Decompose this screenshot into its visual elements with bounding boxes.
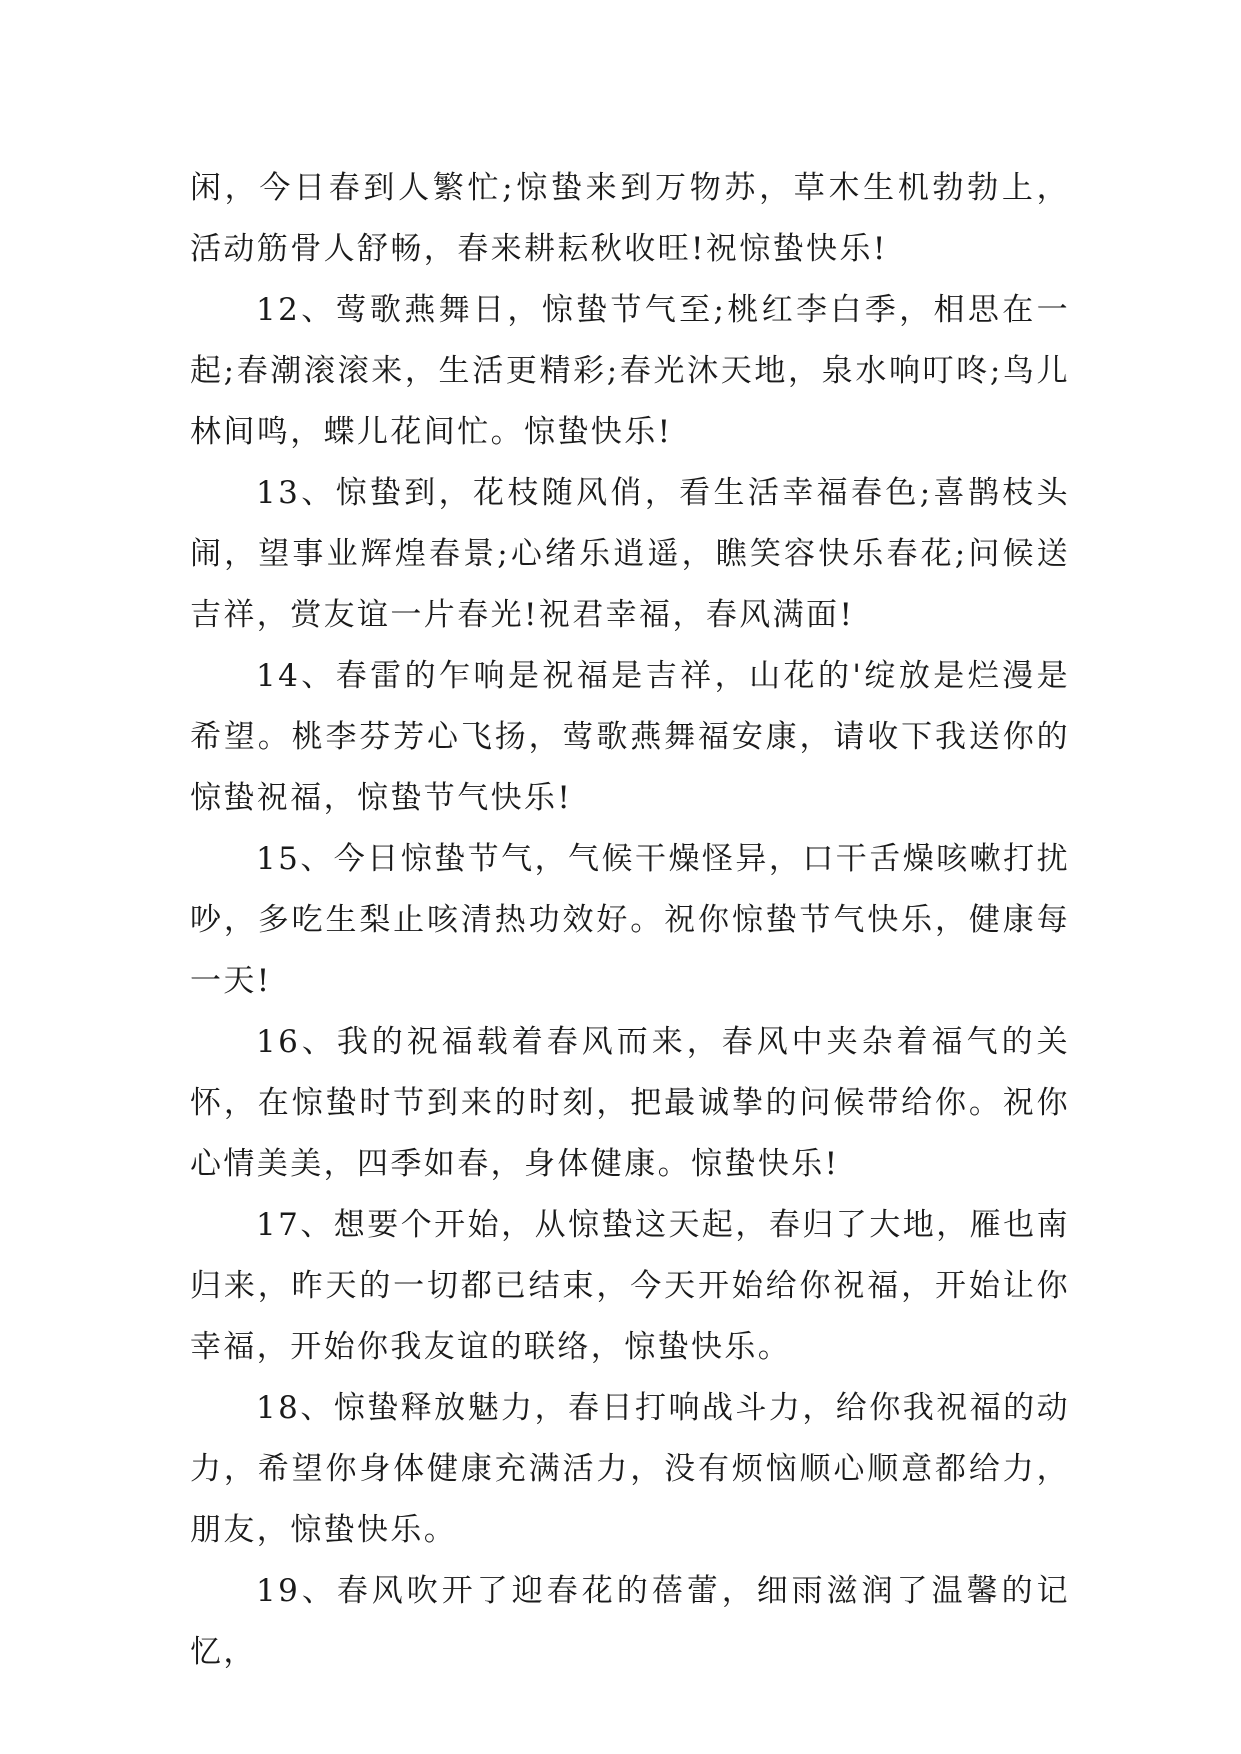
paragraph-13: 13、惊蛰到，花枝随风俏，看生活幸福春色;喜鹊枝头闹，望事业辉煌春景;心绪乐逍遥，瞧笑容快乐春花;问候送吉祥，赏友谊一片春光!祝君幸福，春风满面! (190, 475, 1070, 633)
paragraph-14: 14、春雷的乍响是祝福是吉祥，山花的'绽放是烂漫是希望。桃李芬芳心飞扬，莺歌燕舞福安康，请收下我送你的惊蛰祝福，惊蛰节气快乐! (190, 658, 1070, 816)
paragraph-continued: 闲，今日春到人繁忙;惊蛰来到万物苏，草木生机勃勃上，活动筋骨人舒畅，春来耕耘秋收旺!祝惊蛰快乐! (190, 170, 1070, 267)
paragraph-18: 18、惊蛰释放魅力，春日打响战斗力，给你我祝福的动力，希望你身体健康充满活力，没有烦恼顺心顺意都给力，朋友，惊蛰快乐。 (190, 1390, 1070, 1548)
paragraph-17: 17、想要个开始，从惊蛰这天起，春归了大地，雁也南归来，昨天的一切都已结束，今天开始给你祝福，开始让你幸福，开始你我友谊的联络，惊蛰快乐。 (190, 1207, 1070, 1365)
document-body (190, 158, 1070, 1683)
paragraph-12: 12、莺歌燕舞日，惊蛰节气至;桃红李白季，相思在一起;春潮滚滚来，生活更精彩;春光沐天地，泉水响叮咚;鸟儿林间鸣，蝶儿花间忙。惊蛰快乐! (190, 292, 1070, 450)
paragraph-16: 16、我的祝福载着春风而来，春风中夹杂着福气的关怀，在惊蛰时节到来的时刻，把最诚挚的问候带给你。祝你心情美美，四季如春，身体健康。惊蛰快乐! (190, 1024, 1070, 1182)
paragraph-19: 19、春风吹开了迎春花的蓓蕾，细雨滋润了温馨的记忆， (190, 1573, 1070, 1670)
paragraph-15: 15、今日惊蛰节气，气候干燥怪异，口干舌燥咳嗽打扰吵，多吃生梨止咳清热功效好。祝你惊蛰节气快乐，健康每一天! (190, 841, 1070, 999)
